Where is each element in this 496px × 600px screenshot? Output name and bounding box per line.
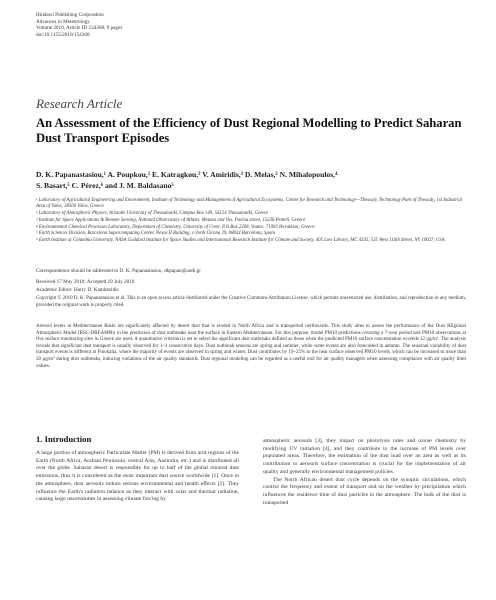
academic-editor: Academic Editor: Harry D. Kambezidis [36, 287, 119, 293]
authors-line-1: D. K. Papanastasiou,¹ A. Poupkou,² E. Katragkou,² V. Amiridis,³ D. Melas,² N. Mihalopoulos,⁴ [36, 170, 338, 179]
journal-name: Advances in Meteorology [36, 18, 90, 25]
publication-info [36, 12, 122, 38]
affiliation-5: ⁵ Earth Sciences Division, Barcelona Supercomputing Center, Nexus II Building, c/Jordi Girona 29, 08034 Barcelona, Spain [36, 231, 275, 237]
affiliation-2: ² Laboratory of Atmospheric Physics, Aristotle University of Thessaloniki, Campus Box 149, 54124 Thessaloniki, Greece [36, 211, 269, 216]
affiliation-4: ⁴ Environmental Chemical Processes Laboratory, Department of Chemistry, University of Crete, P.O.Box 2208, Voutes, 71003 Heraklion, Greece [36, 224, 315, 230]
authors-line-2: S. Basart,⁵ C. Pérez,⁶ and J. M. Baldasano⁵ [36, 180, 174, 190]
received-accepted-dates: Received 17 May 2010; Accepted 19 July 2010 [36, 279, 135, 285]
intro-paragraph-1-continued: atmospheric aerosols [3], they impact on photolysis rates and ozone chemistry by modifying UV radiation [4], and they contribute to the increase of PM levels over populated areas. Therefore, the estimation of the dust load over an area as well as its contribution to aerosols surface concentration is crucial for the implementation of air quality and generally environmental management policies. [263, 438, 466, 475]
doi-link[interactable]: doi:10.1155/2010/154368 [36, 31, 90, 38]
abstract: Aerosol levels at Mediterranean Basin are significantly affected by desert dust that is eroded in North Africa and is transported northwards. This study aims to assess the performance of the Dust REgional Atmospheric Model (BSC-DREAM8b) in the prediction of dust outbreaks near the surface in Eastern Mediterranean. For this purpose, model PM10 predictions covering a 7-year period and PM10 observations at five surface monitoring sites in Greece are used. A quantitative criterion is set to select the significant dust outbreaks defined as those when the predicted PM10 surface concentration exceeds 12 μg/m³. The analysis reveals that significant dust transport is usually observed for 1–3 consecutive days. Dust outbreak seasons are spring and summer, while some events are also forecasted in autumn. The seasonal variability of dust transport events is different at Finokalia, where the majority of events are observed in spring and winter. Dust contributes by 19–25% to the near surface observed PM10 levels, which can be increased to more than 50 μg/m³ during dust outbreaks, inducing violations of the air quality standards. Dust regional modeling can be regarded as a useful tool for air quality managers when assessing compliance with air quality limit values. [36, 324, 466, 369]
affiliation-3: ³ Institute for Space Applications & Remote Sensing, National Observatory of Athens, Metaxa and Vas. Pavlou street, 15236 Penteli, Greece [36, 217, 306, 223]
author-list [36, 170, 466, 191]
publisher-name: Hindawi Publishing Corporation [36, 12, 104, 18]
copyright-notice: Copyright © 2010 D. K. Papanastasiou et al. This is an open access article distributed under the Creative Commons Attribution License, which permits unrestricted use, distribution, and reproduction in any medium, provided the original work is properly cited. [36, 296, 466, 308]
section-heading-introduction: 1. Introduction [36, 434, 92, 444]
intro-paragraph-2: The North African desert dust cycle depends on the synoptic circulations, which control the frequency and extent of transport and on the weather by precipitation which influences the residence time of dust particles in the atmosphere. The bulk of the dust is transported [263, 476, 466, 506]
column-right [263, 438, 466, 507]
affiliation-1: ¹ Laboratory of Agricultural Engineering and Environment, Institute of Technology and Management of Agricultural Ecosystems, Centre for Research and Technology—Thessaly, Technology Park of Thessaly, 1st Industrial Area of Volos, 38500 Volos, Greece [36, 198, 463, 210]
correspondence-note: Correspondence should be addressed to D. K. Papanastasiou, dkpapan@auth.gr [36, 268, 201, 274]
article-title: An Assessment of the Efficiency of Dust Regional Modelling to Predict Saharan Dust Transport Episodes [36, 116, 462, 145]
affiliations [36, 198, 466, 245]
intro-paragraph-1: A large portion of atmospheric Particulate Matter (PM) is derived from arid regions of the Earth (North Africa, Arabian Peninsula, central Asia, Australia, etc.) and is distributed all over the globe. Saharan desert is responsible for up to half of the global mineral dust emissions, thus it is considered as the most important dust source worldwide [1]. Once in the atmosphere, dust aerosols induce serious environmental and health effects [2]. They influence the Earth's radiation balance as they interact with solar and thermal radiation, causing large uncertainties in assessing climate forcing by [36, 450, 239, 503]
column-left [36, 450, 239, 504]
article-type: Research Article [36, 96, 123, 111]
affiliation-6: ⁶ Earth Institute at Columbia University, NASA Goddard Institute for Space Studies and International Research Institute for Climate and Society, 405 Low Library, MC 4335, 535 West 116th Street, NY 10027, USA [36, 238, 445, 244]
volume-info: Volume 2010, Article ID 154368, 9 pages [36, 25, 123, 32]
